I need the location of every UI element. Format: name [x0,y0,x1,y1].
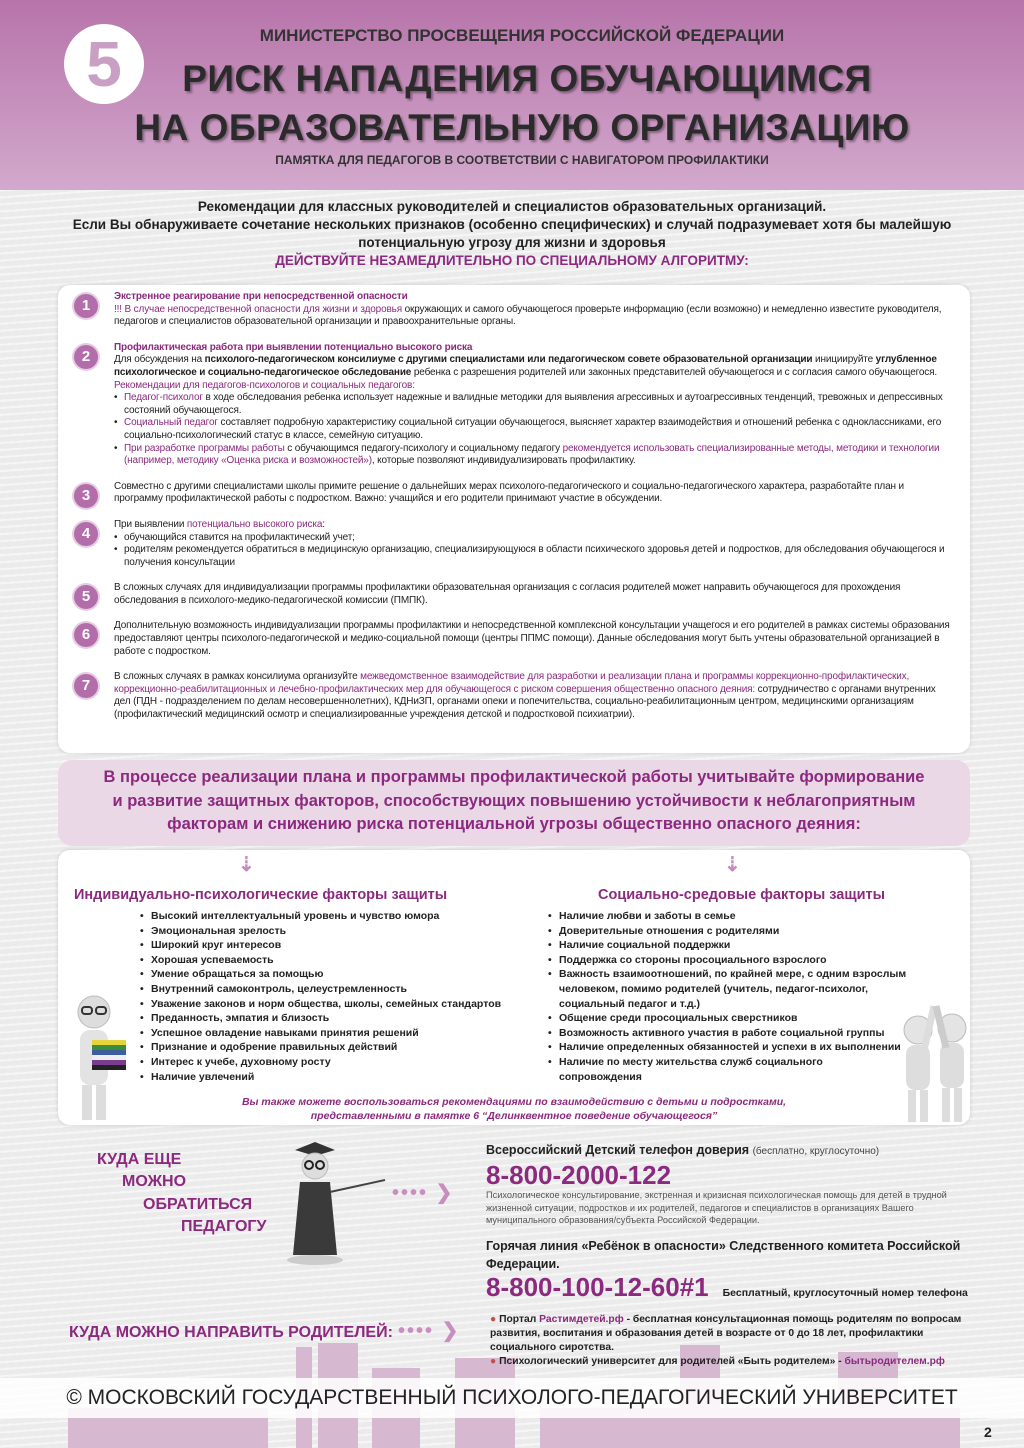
step-bullet [114,417,952,442]
teacher-help-line: МОЖНО [122,1173,187,1190]
step-number-icon: 3 [74,484,98,508]
step-paragraph [114,291,952,304]
factor-item: • Преданность, эмпатия и близость [140,1011,501,1026]
step-text: При разработке программы работы [124,442,285,454]
step-number-icon: 7 [74,674,98,698]
rastimdetey-link[interactable]: Растимдетей.рф [539,1314,624,1325]
hotline1-name [486,1141,976,1161]
step-text: обучающийся ставится на профилактический учет; [124,531,355,543]
teacher-help-line: КУДА ЕЩЕ [97,1151,182,1168]
step-text: окружающих и самого обучающегося проверьте информацию (если возможно) и немедленно известите руководителя, педагогов и специалистов образовательной организации и правоохранительные органы. [114,303,942,328]
step-number-icon: 1 [74,294,98,318]
step-text: Экстренное реагирование при непосредственной опасности [114,291,408,302]
algorithm-step [81,291,952,329]
step-text: Дополнительную возможность индивидуализации программы профилактики и непосредственной комплексной консультации учащегося и его родителей в рамках системы образования предоставляют центры психолого-педагогической и медико-социальной помощи (центры ППМС помощи). Данные обследования могут быть учтены образовательной организацией в работе с подростком. [114,620,950,657]
step-text: рекомендуется использовать специализированные методы, методики и технологии (например, методику «Оценка риска и возможностей») [124,442,940,467]
step-number-icon: 2 [74,345,98,369]
teacher-hotlines [486,1141,976,1301]
step-bullet [114,544,952,569]
note-line1: Вы также можете воспользоваться рекомендациями по взаимодействию с детьми и подростками, [241,1096,787,1108]
step-text: сотрудничество с органами внутренних дел (ПДН - подразделением по делам несовершеннолетних), КДНиЗП, органами опеки и попечительства, социально-реабилитационным центром, медицинскими организациям (профилактический медицинский осмотр и специализированные учреждения детской и подростковой психиатрии). [114,683,936,721]
hotline2-name: Горячая линия «Ребёнок в опасности» Следственного комитета Российской Федерации. [486,1238,961,1271]
algorithm-step [81,582,952,607]
step-paragraph [114,582,952,607]
factor-item: • Важность взаимоотношений, по крайней мере, с одним взрослым человеком, помимо родителей (учитель, педагог-психолог, социальный педагог и т.д.) [548,967,908,1011]
step-text: При выявлении [114,518,187,530]
ministry-name: МИНИСТЕРСТВО ПРОСВЕЩЕНИЯ РОССИЙСКОЙ ФЕДЕРАЦИИ [259,26,785,45]
step-text: Профилактическая работа при выявлении потенциально высокого риска [114,341,473,353]
hotline1-description: Психологическое консультирование, экстренная и кризисная психологическая помощь для детей в трудной жизненной ситуации, подростков и их родителей, педагогов и специалистов в организациях Вашего муниципального образования/субъекта Российской Федерации. [486,1190,947,1225]
step-text: ребенка с разрешения родителей или законных представителей обучающегося и с согласия самого обучающегося. [411,366,938,378]
step-paragraph [114,304,952,329]
algorithm-step [81,620,952,658]
page-title-line1: РИСК НАПАДЕНИЯ ОБУЧАЮЩИМСЯ [182,58,872,99]
step-paragraph [114,519,952,532]
factor-item: • Возможность активного участия в работе социальной группы [548,1026,908,1041]
page-number: 2 [984,1424,992,1440]
page-title-line2: НА ОБРАЗОВАТЕЛЬНУЮ ОРГАНИЗАЦИЮ [134,107,910,148]
step-number-icon: 5 [74,585,98,609]
individual-factors-title: Индивидуально-психологические факторы защиты [74,887,448,903]
step-text: с обучающимся педагогу-психологу и социальному педагогу [284,442,563,454]
factor-item: • Наличие социальной поддержки [548,938,908,953]
hotline1-note: (бесплатно, круглосуточно) [752,1146,880,1157]
parents-resources [490,1313,970,1369]
step-paragraph [114,671,952,721]
step-text: Социальный педагог [124,417,218,429]
step-text: В сложных случаях для индивидуализации программы профилактики образовательная организация с согласия родителей может направить обучающегося для прохождения обследования в психолого-медико-педагогической комиссии (ПМПК). [114,582,901,606]
item-text: - бесплатная консультационная помощь родителям по вопросам развития, воспитания и образования детей в возрасте от 0 до 18 лет, профилактики социального сиротства. [490,1314,962,1353]
item-prefix: Портал [499,1314,540,1325]
intro-line1: Рекомендации для классных руководителей и специалистов образовательных организаций. [197,199,827,214]
factor-item: • Широкий круг интересов [140,938,501,953]
social-factors-title: Социально-средовые факторы защиты [598,887,885,903]
factor-item: • Умение обращаться за помощью [140,967,501,982]
step-paragraph [114,354,952,379]
step-text: Рекомендации для педагогов-психологов и социальных педагогов: [114,379,415,391]
banner-line3: факторам и снижению риска потенциальной угрозы общественно опасного деяния: [167,815,861,833]
see-also-note [58,1095,970,1123]
intro [40,198,984,270]
teacher-help-line: ОБРАТИТЬСЯ [143,1196,253,1213]
arrow-right-icon: •••• ❯ [398,1320,461,1342]
bullet-icon: ● [490,1314,497,1325]
step-text: межведомственное взаимодействие для разработки и реализации плана и программы коррекционно-профилактических, коррекционно-реабилитационных и лечебно-профилактических мер для обучающегося с риском совершения общественно опасного деяния: [114,671,910,695]
factor-item: • Хорошая успеваемость [140,953,501,968]
factor-item: • Наличие определенных обязанностей и успехи в их выполнении [548,1040,908,1055]
step-text: Совместно с другими специалистами школы примите решение о дальнейших мерах психолого-педагогического и социально-педагогического характера, разработайте план и программу профилактической работы с подростком. Важно: учащийся и его родители принимают участие в обсуждении. [114,480,904,505]
step-text: инициируйте [812,354,876,366]
step-bullet [114,443,952,468]
step-bullet [114,532,952,545]
arrow-right-icon: •••• ❯ [392,1182,455,1204]
step-text: : [322,518,325,530]
step-text: Педагог-психолог [124,392,203,404]
hotline2-phone[interactable]: 8-800-100-12-60#1 [486,1271,709,1302]
factor-item: • Общение среди просоциальных сверстников [548,1011,908,1026]
teacher-help-line: ПЕДАГОГУ [181,1218,267,1235]
parents-help-label: КУДА МОЖНО НАПРАВИТЬ РОДИТЕЛЕЙ: [69,1324,393,1341]
banner-line1: В процессе реализации плана и программы профилактической работы учитывайте формирование [103,768,925,786]
step-number-icon: 4 [74,522,98,546]
factor-item: • Внутренний самоконтроль, целеустремленность [140,982,501,997]
step-text: родителям рекомендуется обратиться в медицинскую организацию, специализирующуюся в области психического здоровья детей и подростков, для обследования обучающегося и получения консультации [124,544,945,568]
step-text: в ходе обследования ребенка использует надежные и валидные методики для выявления агрессивных и аутоагрессивных тенденций, тревожных и депрессивных состояний обучающегося. [124,392,943,416]
step-paragraph [114,620,952,658]
factor-item: • Высокий интеллектуальный уровень и чувство юмора [140,909,501,924]
step-text: В сложных случаях в рамках консилиума организуйте [114,671,361,683]
bullet-icon: ● [490,1356,497,1367]
factor-item: • Успешное овладение навыками принятия решений [140,1026,501,1041]
hotline1-phone[interactable]: 8-800-2000-122 [486,1160,672,1190]
protective-factors-banner [58,760,970,846]
intro-line2: Если Вы обнаруживаете сочетание нескольких признаков (особенно специфических) и случай подразумевает хотя бы малейшую потенциальную угрозу для жизни и здоровья [72,217,952,250]
factor-item: • Наличие любви и заботы в семье [548,909,908,924]
factor-item: • Поддержка со стороны просоциального взрослого [548,953,908,968]
arrow-down-icon: ⇣ [238,854,255,876]
protective-factors-card [58,850,970,1125]
step-text: углубленное психологическое и социально-педагогическое обследование [114,354,937,378]
factor-item: • Эмоциональная зрелость [140,924,501,939]
step-paragraph [114,342,952,355]
step-paragraph [114,481,952,506]
step-text: , которые позволяют индивидуализировать профилактику. [371,455,636,467]
page-subtitle: ПАМЯТКА ДЛЯ ПЕДАГОГОВ В СООТВЕТСТВИИ С НАВИГАТОРОМ ПРОФИЛАКТИКИ [275,153,769,167]
step-text: Для обсуждения на [114,354,205,366]
algorithm-step [81,341,952,468]
factor-item: • Наличие по месту жительства служб социального сопровождения [548,1055,908,1084]
factor-item: • Признание и одобрение правильных действий [140,1040,501,1055]
step-text: !!! В случае непосредственной опасности для жизни и здоровья [114,303,402,315]
algorithm-step [81,518,952,569]
arrow-down-icon: ⇣ [724,854,741,876]
factor-item: • Уважение законов и норм общества, школы, семейных стандартов [140,997,501,1012]
banner-line2: и развитие защитных факторов, способствующих повышению устойчивости к неблагоприятным [112,791,916,810]
item-prefix: Психологический университет для родителей «Быть родителем» - [499,1356,845,1367]
header-banner [0,0,1024,190]
algorithm-step [81,480,952,506]
algorithm-step [81,671,952,721]
step-number-icon: 6 [74,623,98,647]
byt-roditelem-link[interactable]: бытьродителем.рф [844,1356,945,1367]
individual-factors-list [140,909,501,1084]
algorithm-steps-card [58,285,970,753]
step-paragraph [114,380,952,393]
factor-item: • Интерес к учебе, духовному росту [140,1055,501,1070]
factor-item: • Доверительные отношения с родителями [548,924,908,939]
intro-action: ДЕЙСТВУЙТЕ НЕЗАМЕДЛИТЕЛЬНО ПО СПЕЦИАЛЬНОМУ АЛГОРИТМУ: [275,253,749,268]
footer-copyright: © МОСКОВСКИЙ ГОСУДАРСТВЕННЫЙ ПСИХОЛОГО-ПЕДАГОГИЧЕСКИЙ УНИВЕРСИТЕТ [0,1378,1024,1418]
step-bullet [114,392,952,417]
step-text: потенциально высокого риска [186,518,323,530]
social-factors-list [548,909,908,1084]
factor-item: • Наличие увлечений [140,1070,501,1085]
teacher-with-pointer-illustration [285,1140,395,1270]
step-text: составляет подробную характеристику социальной ситуации обучающегося, выясняет характер взаимодействия и отношений ребенка с одноклассниками, его социально-психологический статус в классе, семейную ситуацию. [124,417,942,441]
step-text: психолого-педагогическом консилиуме с другими специалистами или педагогическом совете образовательной организации [204,354,813,366]
note-line2: представленными в памятке 6 “Делинквентное поведение обучающегося” [310,1110,718,1122]
hotline2-note: Бесплатный, круглосуточный номер телефона [722,1286,968,1299]
parents-resource-item [490,1313,970,1355]
hotline1-title: Всероссийский Детский телефон доверия [486,1143,750,1157]
parents-resource-item [490,1355,970,1369]
memo-number-badge: 5 [64,24,144,104]
